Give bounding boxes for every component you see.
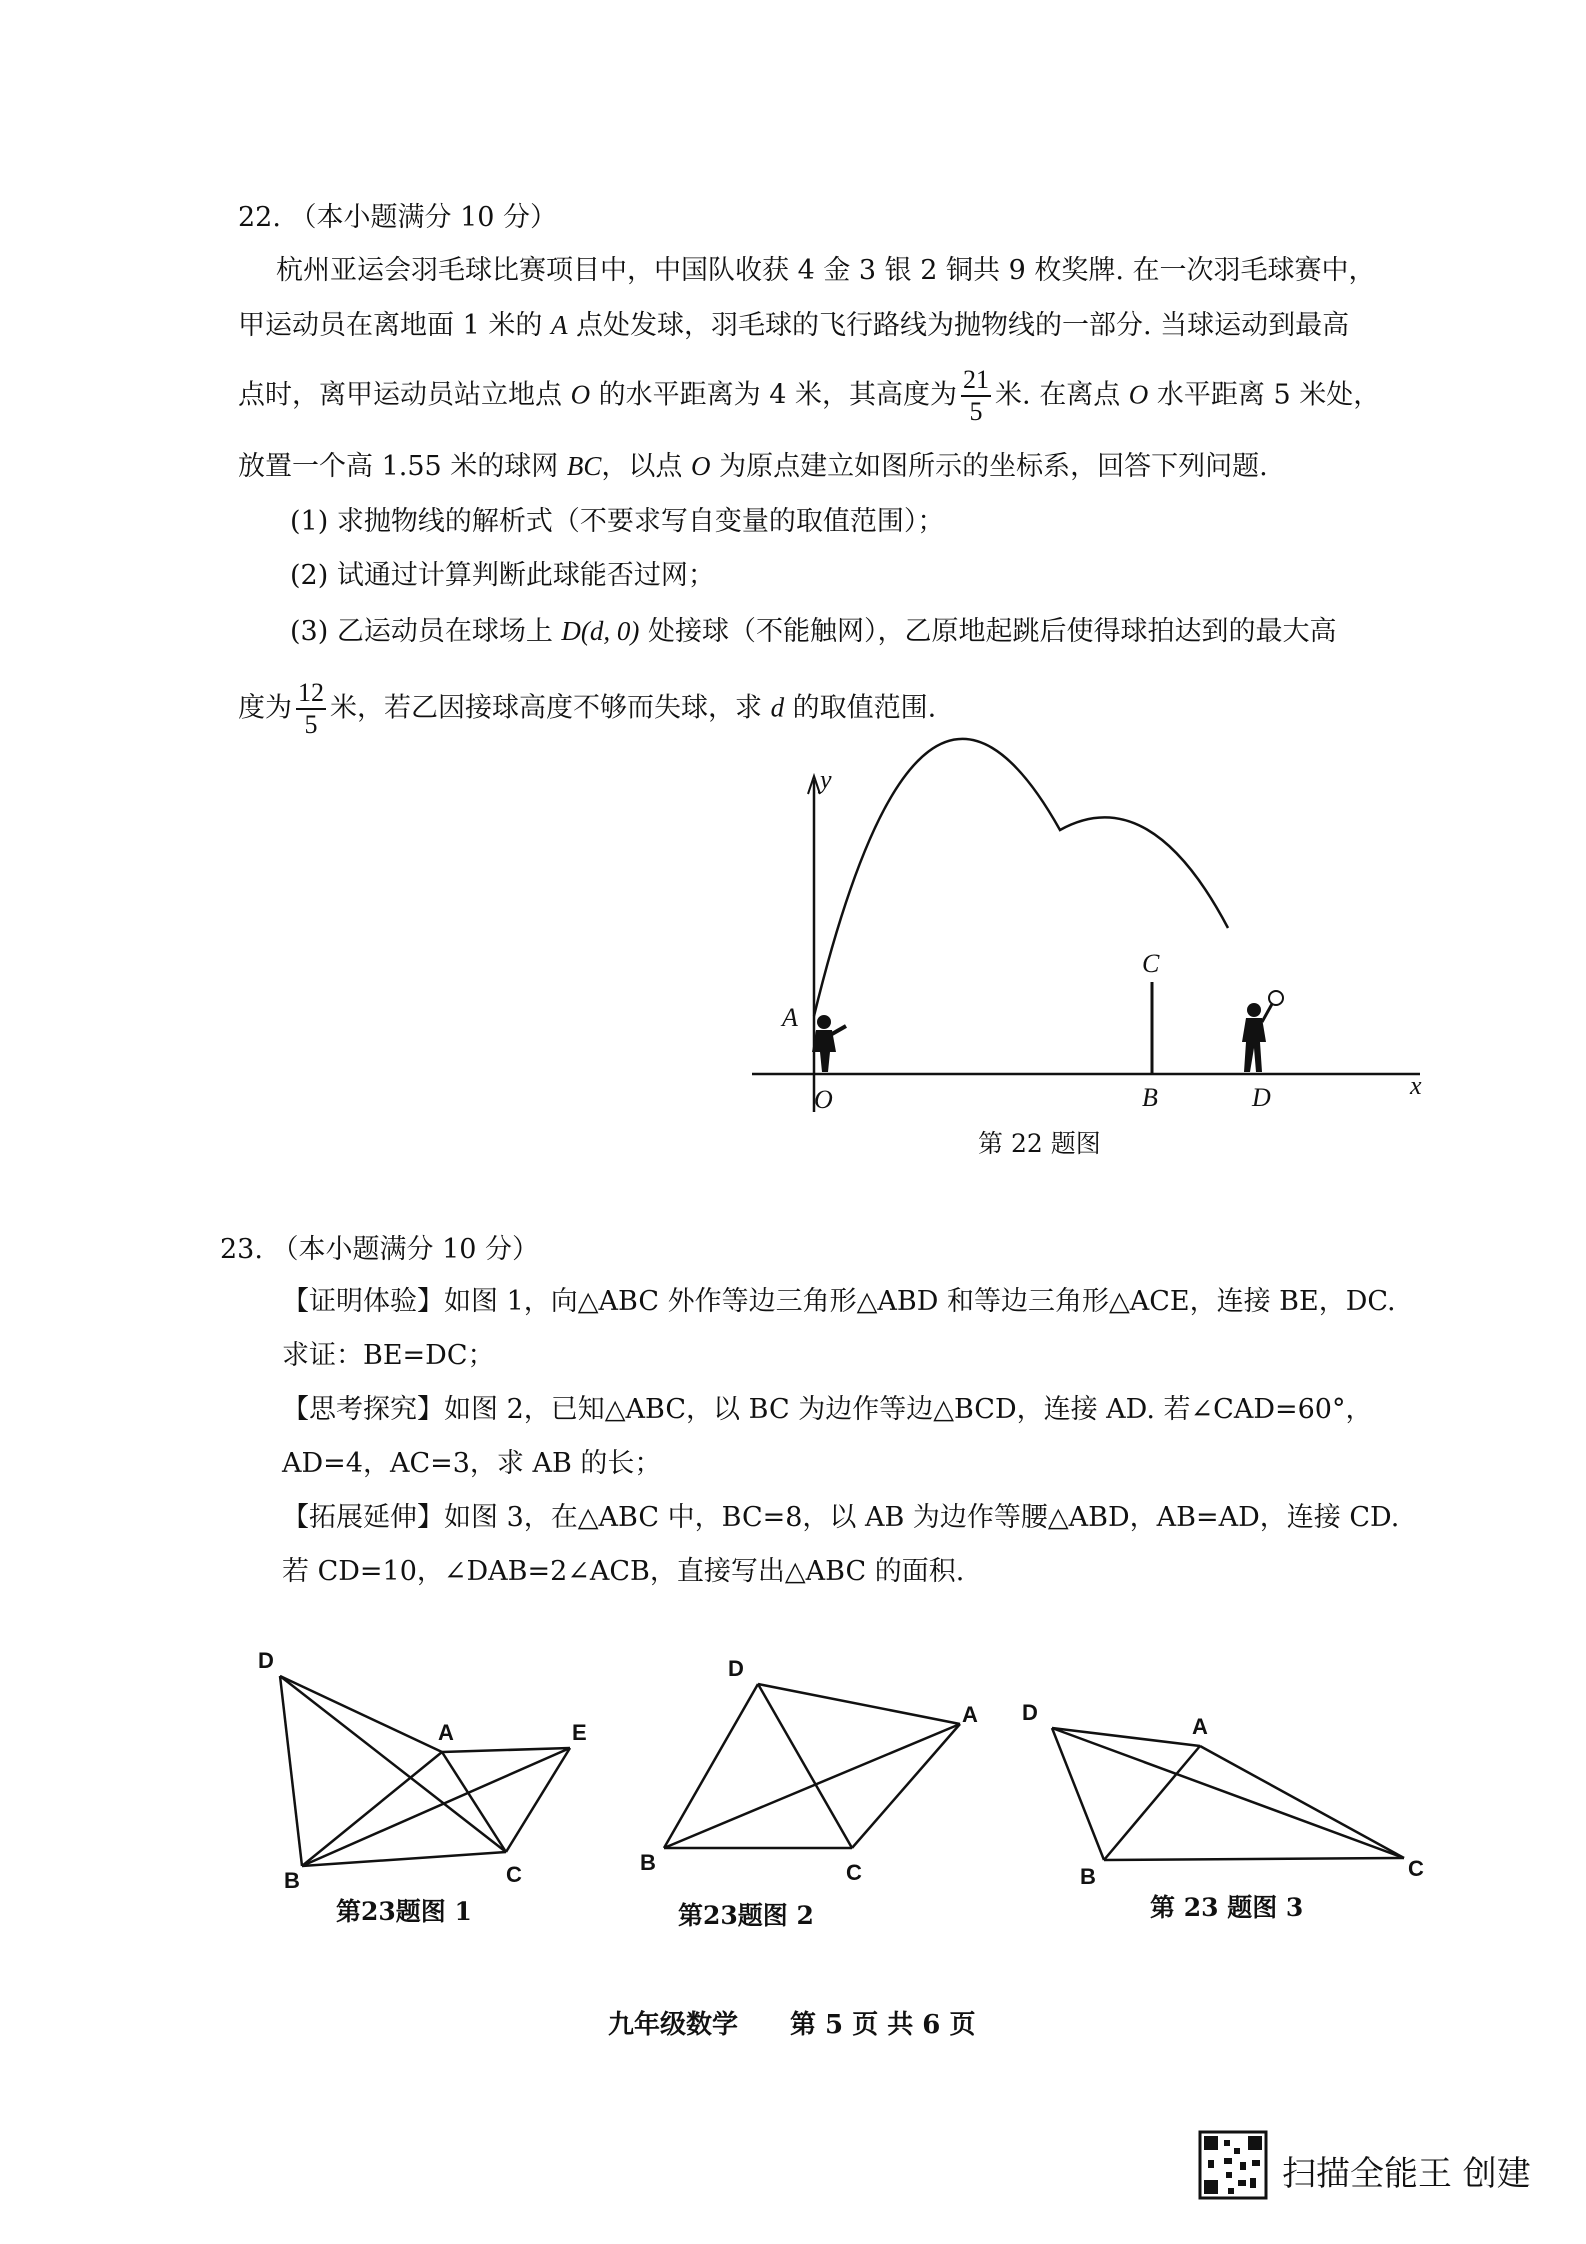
q22-max-height-fraction <box>296 678 326 740</box>
q23-fig3-caption: 第 23 题图 3 <box>1150 1893 1304 1922</box>
q23-fig1-caption: 第23题图 1 <box>336 1897 472 1926</box>
q22-label-c: C <box>1142 949 1160 978</box>
q23-fig3-label-b: B <box>1080 1864 1096 1889</box>
q23-line-6: 若 CD=10，∠DAB=2∠ACB，直接写出△ABC 的面积. <box>282 1556 965 1587</box>
q23-line-5: 【拓展延伸】如图 3，在△ABC 中，BC=8，以 AB 为边作等腰△ABD，AB=AD，连接 CD. <box>282 1502 1400 1533</box>
q22-s4-b: 米，若乙因接球高度不够而失球，求 <box>330 692 771 724</box>
q22-s3-b: 处接球（不能触网），乙原地起跳后使得球拍达到的最大高 <box>639 616 1337 647</box>
q23-fig3-label-c: C <box>1408 1856 1424 1881</box>
q22-s3-var: D(d, 0) <box>561 616 640 646</box>
q23-fig1-label-d: D <box>258 1648 274 1673</box>
q23-fig3-label-a: A <box>1192 1714 1208 1739</box>
q22-label-b: B <box>1142 1083 1158 1112</box>
q22-label-d: D <box>1252 1083 1271 1112</box>
q23-fig1-label-c: C <box>506 1862 522 1887</box>
q22-p4-var1: BC <box>566 451 602 481</box>
q22-paragraph-line-2 <box>238 307 1349 344</box>
q22-header: 22. （本小题满分 10 分） <box>238 202 558 233</box>
q22-p2-var: A <box>550 310 568 340</box>
q23-header: 23. （本小题满分 10 分） <box>220 1234 540 1265</box>
q22-paragraph-line-3 <box>238 365 1380 427</box>
q22-p4-b: ，以点 <box>601 451 691 482</box>
q23-fig3-label-d: D <box>1022 1700 1038 1725</box>
q23-line-2: 求证：BE=DC； <box>282 1340 495 1371</box>
q22-subquestion-2: (2) 试通过计算判断此球能否过网； <box>290 560 715 591</box>
q22-p3-d: 水平距离 5 米处， <box>1148 379 1381 411</box>
q22-p3-var1: O <box>570 379 591 410</box>
q22-figure-caption: 第 22 题图 <box>978 1129 1101 1158</box>
q22-p4-a: 放置一个高 1.55 米的球网 <box>238 451 567 482</box>
q22-p2-b: 点处发球，羽毛球的飞行路线为抛物线的一部分. 当球运动到最高 <box>567 310 1350 341</box>
q22-p2-a: 甲运动员在离地面 1 米的 <box>238 310 551 341</box>
watermark-text: 扫描全能王 创建 <box>1282 2154 1531 2194</box>
q22-subquestion-3-continued <box>238 678 936 740</box>
q22-p3-b: 的水平距离为 4 米，其高度为 <box>590 379 958 411</box>
q23-line-1: 【证明体验】如图 1，向△ABC 外作等边三角形△ABD 和等边三角形△ACE，连接 BE，DC. <box>282 1286 1396 1317</box>
q22-height-fraction-denominator: 5 <box>969 397 983 426</box>
q23-figure-1 <box>280 1676 570 1866</box>
q23-fig1-label-a: A <box>438 1720 454 1745</box>
q23-line-3: 【思考探究】如图 2，已知△ABC，以 BC 为边作等边△BCD，连接 AD. 若∠CAD=60°， <box>282 1394 1373 1425</box>
q22-label-x: x <box>1410 1071 1422 1100</box>
q22-height-fraction-numerator: 21 <box>961 365 991 397</box>
q22-player-a-icon <box>812 1015 846 1072</box>
q22-max-height-fraction-denominator: 5 <box>304 710 318 739</box>
q22-label-y: y <box>820 765 832 794</box>
q22-parabola <box>814 739 1228 1016</box>
q22-p3-var2: O <box>1128 379 1149 410</box>
q22-subquestion-1: (1) 求抛物线的解析式（不要求写自变量的取值范围）； <box>290 506 945 537</box>
q23-fig1-label-b: B <box>284 1868 300 1893</box>
q22-p3-c: 米. 在离点 <box>995 379 1129 411</box>
q22-p3-a: 点时，离甲运动员站立地点 <box>238 379 571 411</box>
q23-fig2-label-d: D <box>728 1656 744 1681</box>
q22-height-fraction <box>961 365 991 427</box>
q22-s4-a: 度为 <box>238 692 292 724</box>
q23-fig1-label-e: E <box>572 1720 587 1745</box>
q23-figure-3 <box>1052 1728 1404 1860</box>
page-footer: 九年级数学 第 5 页 共 6 页 <box>608 2010 976 2040</box>
q22-player-d-icon <box>1242 991 1283 1072</box>
q22-s3-a: (3) 乙运动员在球场上 <box>290 616 562 647</box>
q22-subquestion-3 <box>290 613 1337 650</box>
q23-line-4: AD=4，AC=3，求 AB 的长； <box>282 1448 662 1479</box>
q22-paragraph-line-1: 杭州亚运会羽毛球比赛项目中，中国队收获 4 金 3 银 2 铜共 9 枚奖牌. 在一次羽毛球赛中， <box>276 255 1376 286</box>
q23-fig2-label-b: B <box>640 1850 656 1875</box>
q22-label-a: A <box>782 1003 798 1032</box>
q23-fig2-label-a: A <box>962 1702 978 1727</box>
q23-fig2-label-c: C <box>846 1860 862 1885</box>
q22-s4-var: d <box>770 692 785 723</box>
q22-s4-c: 的取值范围. <box>784 692 937 724</box>
q22-p4-c: 为原点建立如图所示的坐标系，回答下列问题. <box>710 451 1268 482</box>
q22-label-o: O <box>814 1085 833 1114</box>
q22-p4-var2: O <box>690 451 711 481</box>
q23-fig2-caption: 第23题图 2 <box>678 1901 814 1930</box>
q23-figure-2 <box>664 1684 960 1848</box>
q22-max-height-fraction-numerator: 12 <box>296 678 326 710</box>
q22-paragraph-line-4 <box>238 448 1268 485</box>
q22-y-axis-arrow <box>808 776 820 794</box>
